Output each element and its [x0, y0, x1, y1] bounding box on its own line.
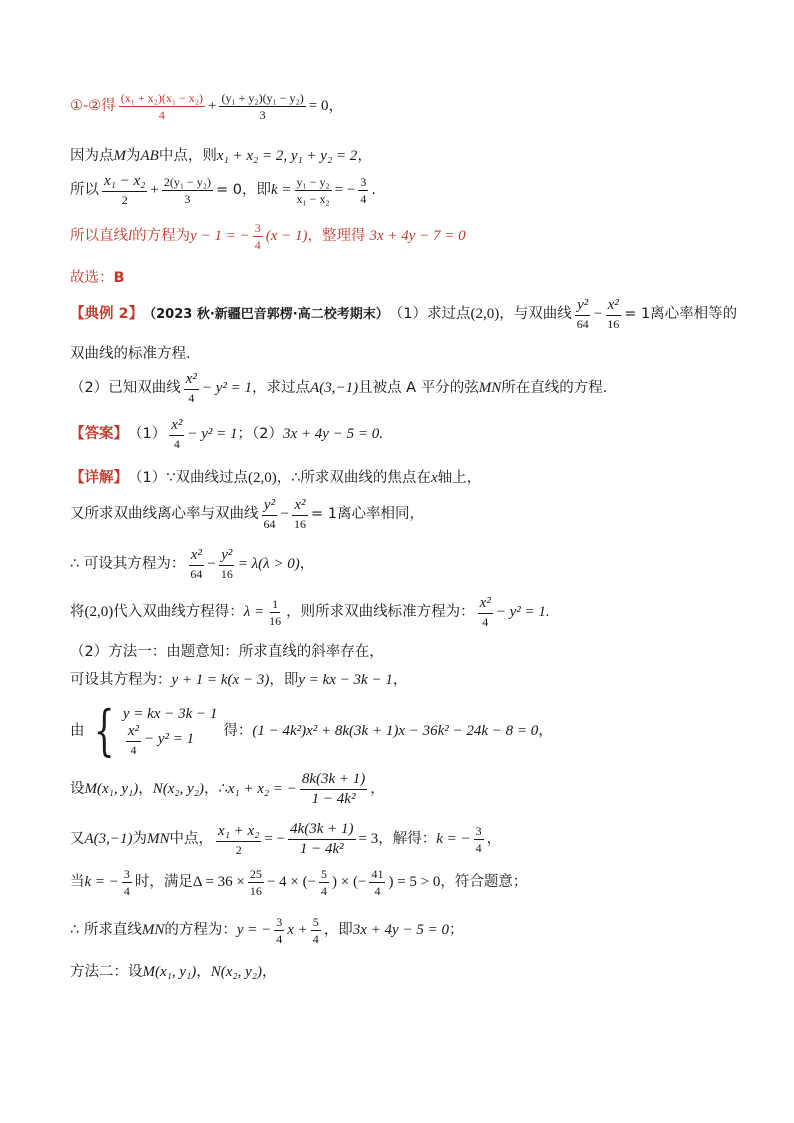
fraction: $\frac{\text{(y₁ + y₂)(y₁ − y₂)}}{3}$	[221, 91, 304, 122]
fraction: $\frac{\text{x²}}{4}$	[479, 595, 491, 629]
brace-icon: {	[93, 699, 114, 762]
line-equation-result: 所以直线 l 的方程为 y − 1 = − $\frac{3}{4}$ (x − 1) ，整理得 3x + 4y − 7 = 0	[70, 221, 466, 252]
fraction: $\frac{41}{4}$	[371, 867, 384, 898]
fraction: $\frac{\text{2(y₁ − y₂)}}{3}$	[163, 174, 211, 206]
question-text-line: 双曲线的标准方程.	[70, 345, 191, 362]
fraction: $\frac{5}{4}$	[312, 915, 319, 946]
detail-line-3: ∴ 可设其方程为： $\frac{\text{x²}}{64}$ − $\frac{\text{y²}}{16}$ = λ(λ > 0) ，	[70, 547, 315, 581]
equation-system: { y = kx − 3k − 1 $\frac{\text{x²}}{4}$ − y² = 1	[93, 699, 218, 762]
method-two-line: 方法二：设 M(x₁, y₁) ， N(x₂, y₂) ，	[70, 963, 277, 980]
answer-tag: 【答案】	[70, 425, 128, 442]
fraction: $\frac{3}{4}$	[475, 824, 482, 855]
question-part-2: （2）已知双曲线 $\frac{\text{x²}}{4}$ − y² = 1 ，求过点 A(3,−1) 且被点 A 平分的弦 MN 所在直线的方程.	[70, 371, 608, 405]
fraction: $\frac{\text{y₁ − y₂}}{\text{x₁ − x₂}}$	[296, 174, 330, 206]
answer-line: 【答案】 （1） $\frac{\text{x²}}{4}$ − y² = 1 ；（2） 3x + 4y − 5 = 0.	[70, 417, 383, 451]
fraction: $\frac{3}{4}$	[276, 915, 283, 946]
fraction: $\frac{\text{x²}}{4}$	[171, 417, 183, 451]
fraction: $\frac{\text{y²}}{16}$	[220, 547, 233, 581]
detail-line-4: 将 (2,0) 代入双曲线方程得： λ = $\frac{1}{16}$ ，则所求双曲线标准方程为： $\frac{\text{x²}}{4}$ − y² = 1.	[70, 595, 550, 629]
fraction: $\frac{25}{16}$	[249, 867, 262, 898]
answer-choice-line: 故选： B	[70, 269, 125, 286]
example-tag: 【典例 2】	[70, 305, 144, 322]
method-one-line: （2）方法一：由题意知：所求直线的斜率存在，	[70, 643, 384, 660]
fraction: $\frac{\text{x₁ + x₂}}{2}$	[218, 822, 260, 857]
detail-line-1: 【详解】 （1）∵双曲线过点 (2,0) ，∴所求双曲线的焦点在 x 轴上，	[70, 469, 482, 486]
fraction: $\frac{\text{x²}}{64}$	[190, 547, 203, 581]
fraction: $\frac{8k(3k + 1)}{\text{1 − 4k²}}$	[301, 771, 366, 807]
midpoint-solve-line: 又 A(3,−1) 为 MN 中点， $\frac{\text{x₁ + x₂}}{2}$ = − $\frac{4k(3k + 1)}{\text{1 − 4k²}}$ = 3 ，解得： k = − $\frac{3}{4}$ ，	[70, 821, 502, 857]
example-2-header: 【典例 2】 （2023 秋·新疆巴音郭楞·高二校考期末） （1）求过点 (2,0) ，与双曲线 $\frac{\text{y²}}{64}$ − $\frac{\text{x²}}{16}$ = 1离心率相等的	[70, 297, 738, 331]
line-form-line: 可设其方程为： y + 1 = k(x − 3) ，即 y = kx − 3k − 1 ，	[70, 671, 408, 688]
fraction: $\frac{\text{x²}}{16}$	[607, 297, 620, 331]
equation-ref-label: ①-②	[70, 98, 102, 115]
fraction: $\frac{3}{4}$	[123, 867, 130, 898]
fraction: $\frac{\text{y²}}{64}$	[576, 297, 589, 331]
vieta-line: 设 M(x₁, y₁) ， N(x₂, y₂) ，∴ x₁ + x₂ = − $\frac{8k(3k + 1)}{\text{1 − 4k²}}$ ，	[70, 771, 385, 807]
fraction: $\frac{3}{4}$	[360, 174, 367, 206]
step-subtract-line: ①-② 得 $\frac{\text{(x₁ + x₂)(x₁ − x₂)}}{4}$ + $\frac{\text{(y₁ + y₂)(y₁ − y₂)}}{3}$ = 0，	[70, 91, 344, 122]
fraction: $\frac{\text{x²}}{4}$	[185, 371, 197, 405]
fraction: $\frac{5}{4}$	[321, 867, 328, 898]
fraction: $\frac{\text{x²}}{4}$	[127, 722, 140, 757]
slope-derivation-line: 所以 $\frac{\text{x₁ − x₂}}{2}$ + $\frac{\text{2(y₁ − y₂)}}{3}$ = 0，即 k = $\frac{\text{y₁ − y₂}}{\text{x₁ − x₂}}$ = − $\frac{3}{4}$ .	[70, 173, 376, 207]
discriminant-check-line: 当 k = − $\frac{3}{4}$ 时，满足 Δ = 36 × $\frac{25}{16}$ − 4 × (− $\frac{5}{4}$ ) × (− $\frac{41}{4}$ ) = 5 > 0 ，符合题意；	[70, 867, 528, 898]
midpoint-line: 因为点 M 为 AB 中点，则 x₁ + x₂ = 2, y₁ + y₂ = 2 ，	[70, 147, 372, 164]
fraction: $\frac{\text{(x₁ + x₂)(x₁ − x₂)}}{4}$	[120, 91, 203, 122]
fraction: $\frac{3}{4}$	[254, 221, 261, 252]
detail-line-2: 又所求双曲线离心率与双曲线 $\frac{\text{y²}}{64}$ − $\frac{\text{x²}}{16}$ = 1离心率相同，	[70, 497, 424, 531]
detail-tag: 【详解】	[70, 469, 128, 486]
fraction: $\frac{4k(3k + 1)}{\text{1 − 4k²}}$	[290, 821, 354, 857]
fraction: $\frac{\text{y²}}{64}$	[263, 497, 276, 531]
fraction: $\frac{1}{16}$	[269, 596, 282, 628]
system-line: 由 { y = kx − 3k − 1 $\frac{\text{x²}}{4}$ − y² = 1 得： (1 − 4k²)x² + 8k(3k + 1)x − 36k² − 24k − 8 = 0 ，	[70, 699, 553, 762]
source-label: （2023 秋·新疆巴音郭楞·高二校考期末）	[143, 306, 389, 322]
final-line-equation: ∴ 所求直线 MN 的方程为： y = − $\frac{3}{4}$ x + $\frac{5}{4}$ ，即 3x + 4y − 5 = 0 ；	[70, 915, 464, 946]
fraction: $\frac{\text{x²}}{16}$	[293, 497, 306, 531]
fraction: $\frac{\text{x₁ − x₂}}{2}$	[104, 173, 146, 207]
